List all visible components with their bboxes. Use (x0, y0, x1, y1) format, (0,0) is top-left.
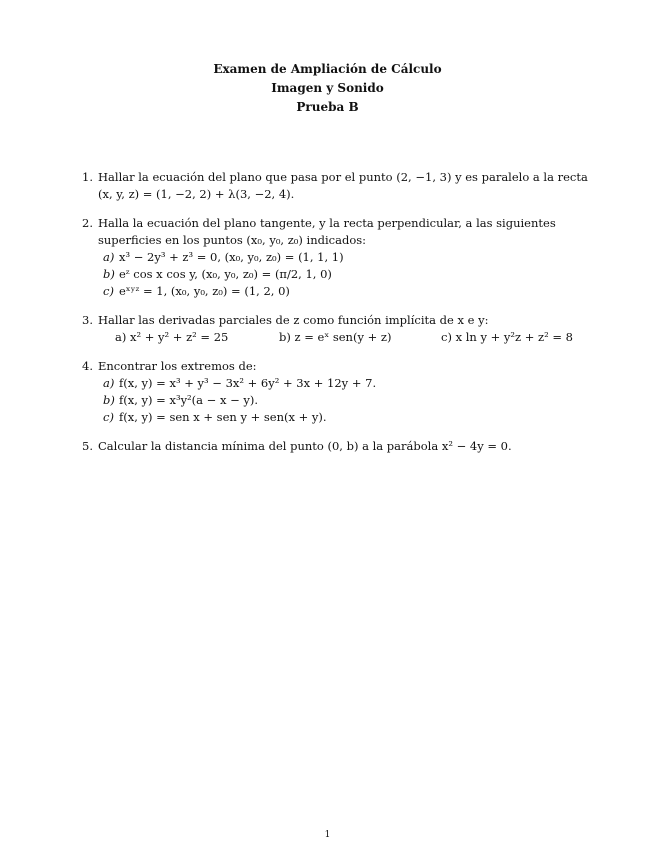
sub-item-text: f(x, y) = x³y²(a − x − y). (119, 393, 259, 407)
sub-item-label: a) (103, 250, 115, 264)
sub-item-label: c) (103, 410, 114, 424)
problem-text: superficies en los puntos (x₀, y₀, z₀) indicados: (98, 233, 367, 247)
problem-number: 3. (82, 313, 93, 327)
problem-3 (82, 312, 573, 346)
problem-5 (82, 438, 557, 455)
sub-item-label: b) (103, 267, 115, 281)
sub-item-text: f(x, y) = sen x + sen y + sen(x + y). (119, 410, 327, 424)
sub-item (98, 249, 557, 266)
problem-2 (82, 215, 557, 300)
exam-version: Prueba B (296, 100, 359, 114)
problem-4 (82, 358, 557, 426)
sub-item (98, 283, 557, 300)
problem-number: 1. (82, 170, 93, 184)
sub-item-text: f(x, y) = x³ + y³ − 3x² + 6y² + 3x + 12y + 7. (119, 376, 377, 390)
sub-item-text: a) x² + y² + z² = 25 (115, 330, 229, 344)
sub-item-label: c) (103, 284, 114, 298)
sub-item (98, 409, 557, 426)
problem-number: 5. (82, 439, 93, 453)
problem-number: 4. (82, 359, 93, 373)
sub-item-text: eᶻ cos x cos y, (x₀, y₀, z₀) = (π/2, 1, 0) (119, 267, 332, 281)
sub-item-row (98, 329, 573, 346)
exam-header (0, 60, 655, 117)
problem-number: 2. (82, 216, 93, 230)
sub-item-text: b) z = eˣ sen(y + z) (279, 330, 392, 344)
sub-item-label: a) (103, 376, 115, 390)
problem-text: Halla la ecuación del plano tangente, y la recta perpendicular, a las siguientes (98, 216, 556, 230)
exam-subtitle: Imagen y Sonido (271, 81, 384, 95)
problem-1 (82, 169, 588, 203)
sub-item (98, 266, 557, 283)
sub-item-label: b) (103, 393, 115, 407)
sub-item (98, 392, 557, 409)
sub-item-text: x³ − 2y³ + z³ = 0, (x₀, y₀, z₀) = (1, 1, 1) (119, 250, 344, 264)
problem-text: Hallar la ecuación del plano que pasa por el punto (2, −1, 3) y es paralelo a la recta (98, 170, 588, 184)
sub-item-text: c) x ln y + y²z + z² = 8 (441, 330, 573, 344)
problem-text: (x, y, z) = (1, −2, 2) + λ(3, −2, 4). (98, 187, 295, 201)
problem-list (82, 169, 588, 467)
problem-text: Hallar las derivadas parciales de z como función implícita de x e y: (98, 313, 489, 327)
problem-text: Encontrar los extremos de: (98, 359, 257, 373)
page-number: 1 (324, 830, 331, 840)
sub-item (98, 375, 557, 392)
sub-item-text: eˣʸᶻ = 1, (x₀, y₀, z₀) = (1, 2, 0) (119, 284, 290, 298)
exam-title: Examen de Ampliación de Cálculo (213, 62, 442, 76)
problem-text: Calcular la distancia mínima del punto (0, b) a la parábola x² − 4y = 0. (98, 439, 512, 453)
